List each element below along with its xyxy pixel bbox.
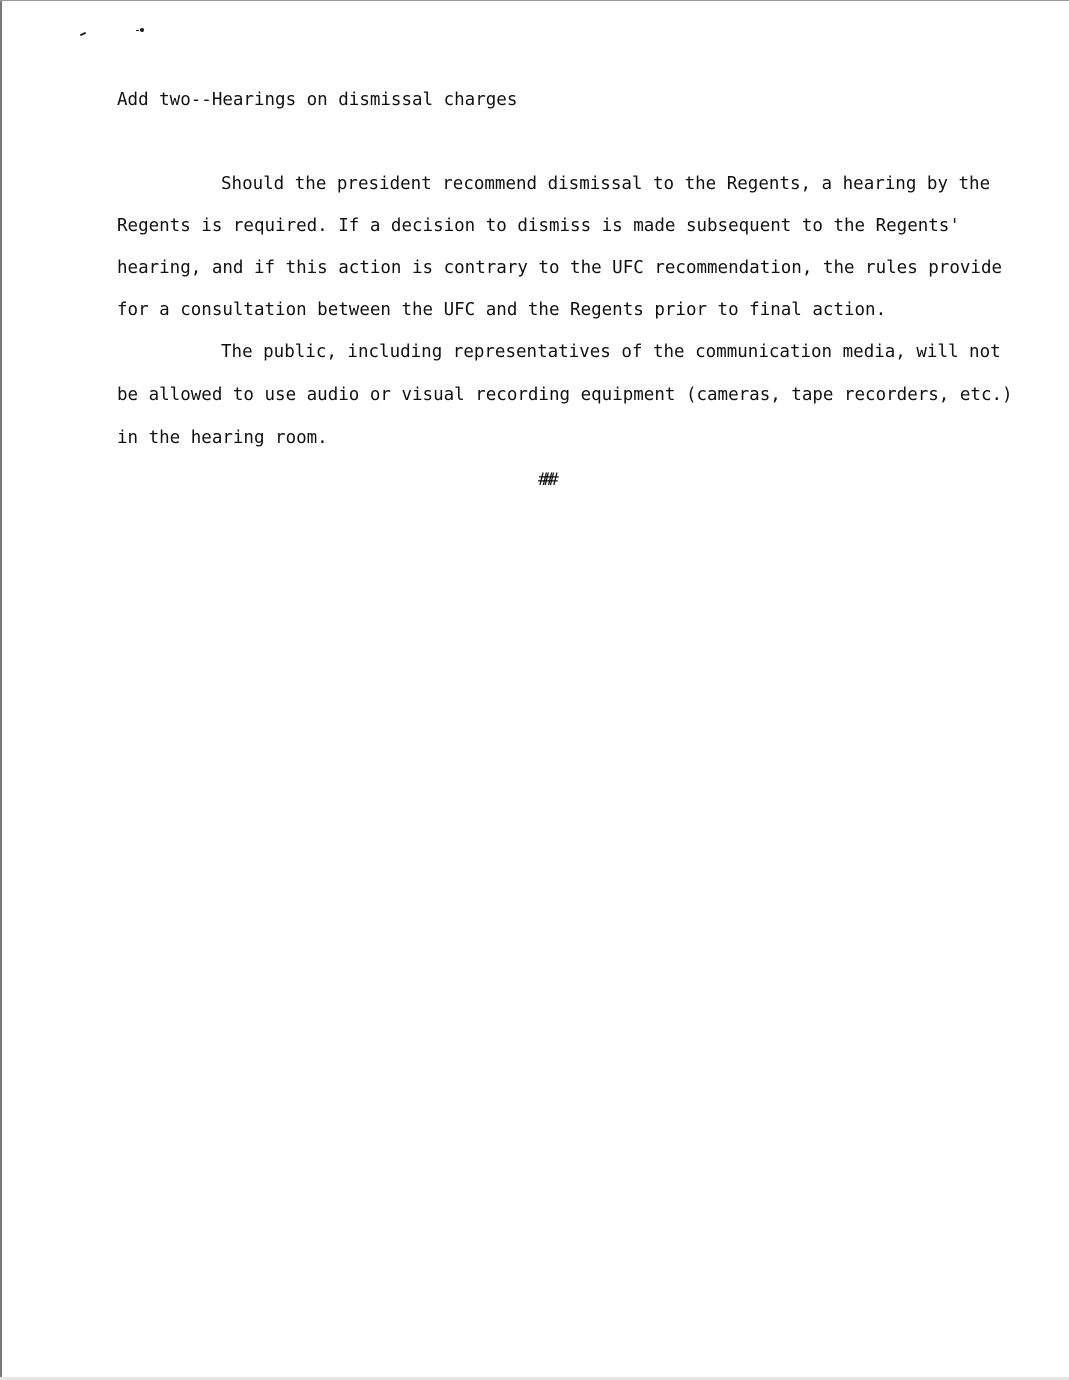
end-of-release-mark: ### <box>538 470 554 490</box>
scan-edge-top <box>0 0 1069 1</box>
scan-edge-left <box>0 0 2 1380</box>
paragraph-2-line: The public, including representatives of the communication media, will not <box>221 342 1001 362</box>
stray-mark <box>136 30 139 31</box>
paragraph-1-line: hearing, and if this action is contrary to the UFC recommendation, the rules provide <box>117 258 1003 278</box>
stray-mark <box>140 28 144 32</box>
document-heading: Add two--Hearings on dismissal charges <box>117 90 518 110</box>
paragraph-2-line: in the hearing room. <box>117 428 328 448</box>
paragraph-2-line: be allowed to use audio or visual recording equipment (cameras, tape recorders, etc.) <box>117 385 1013 405</box>
stray-mark <box>80 32 86 36</box>
paragraph-1-line: Regents is required. If a decision to dismiss is made subsequent to the Regents' <box>117 216 960 236</box>
paragraph-1-line: for a consultation between the UFC and the Regents prior to final action. <box>117 300 887 320</box>
paragraph-1-line: Should the president recommend dismissal to the Regents, a hearing by the <box>221 174 991 194</box>
